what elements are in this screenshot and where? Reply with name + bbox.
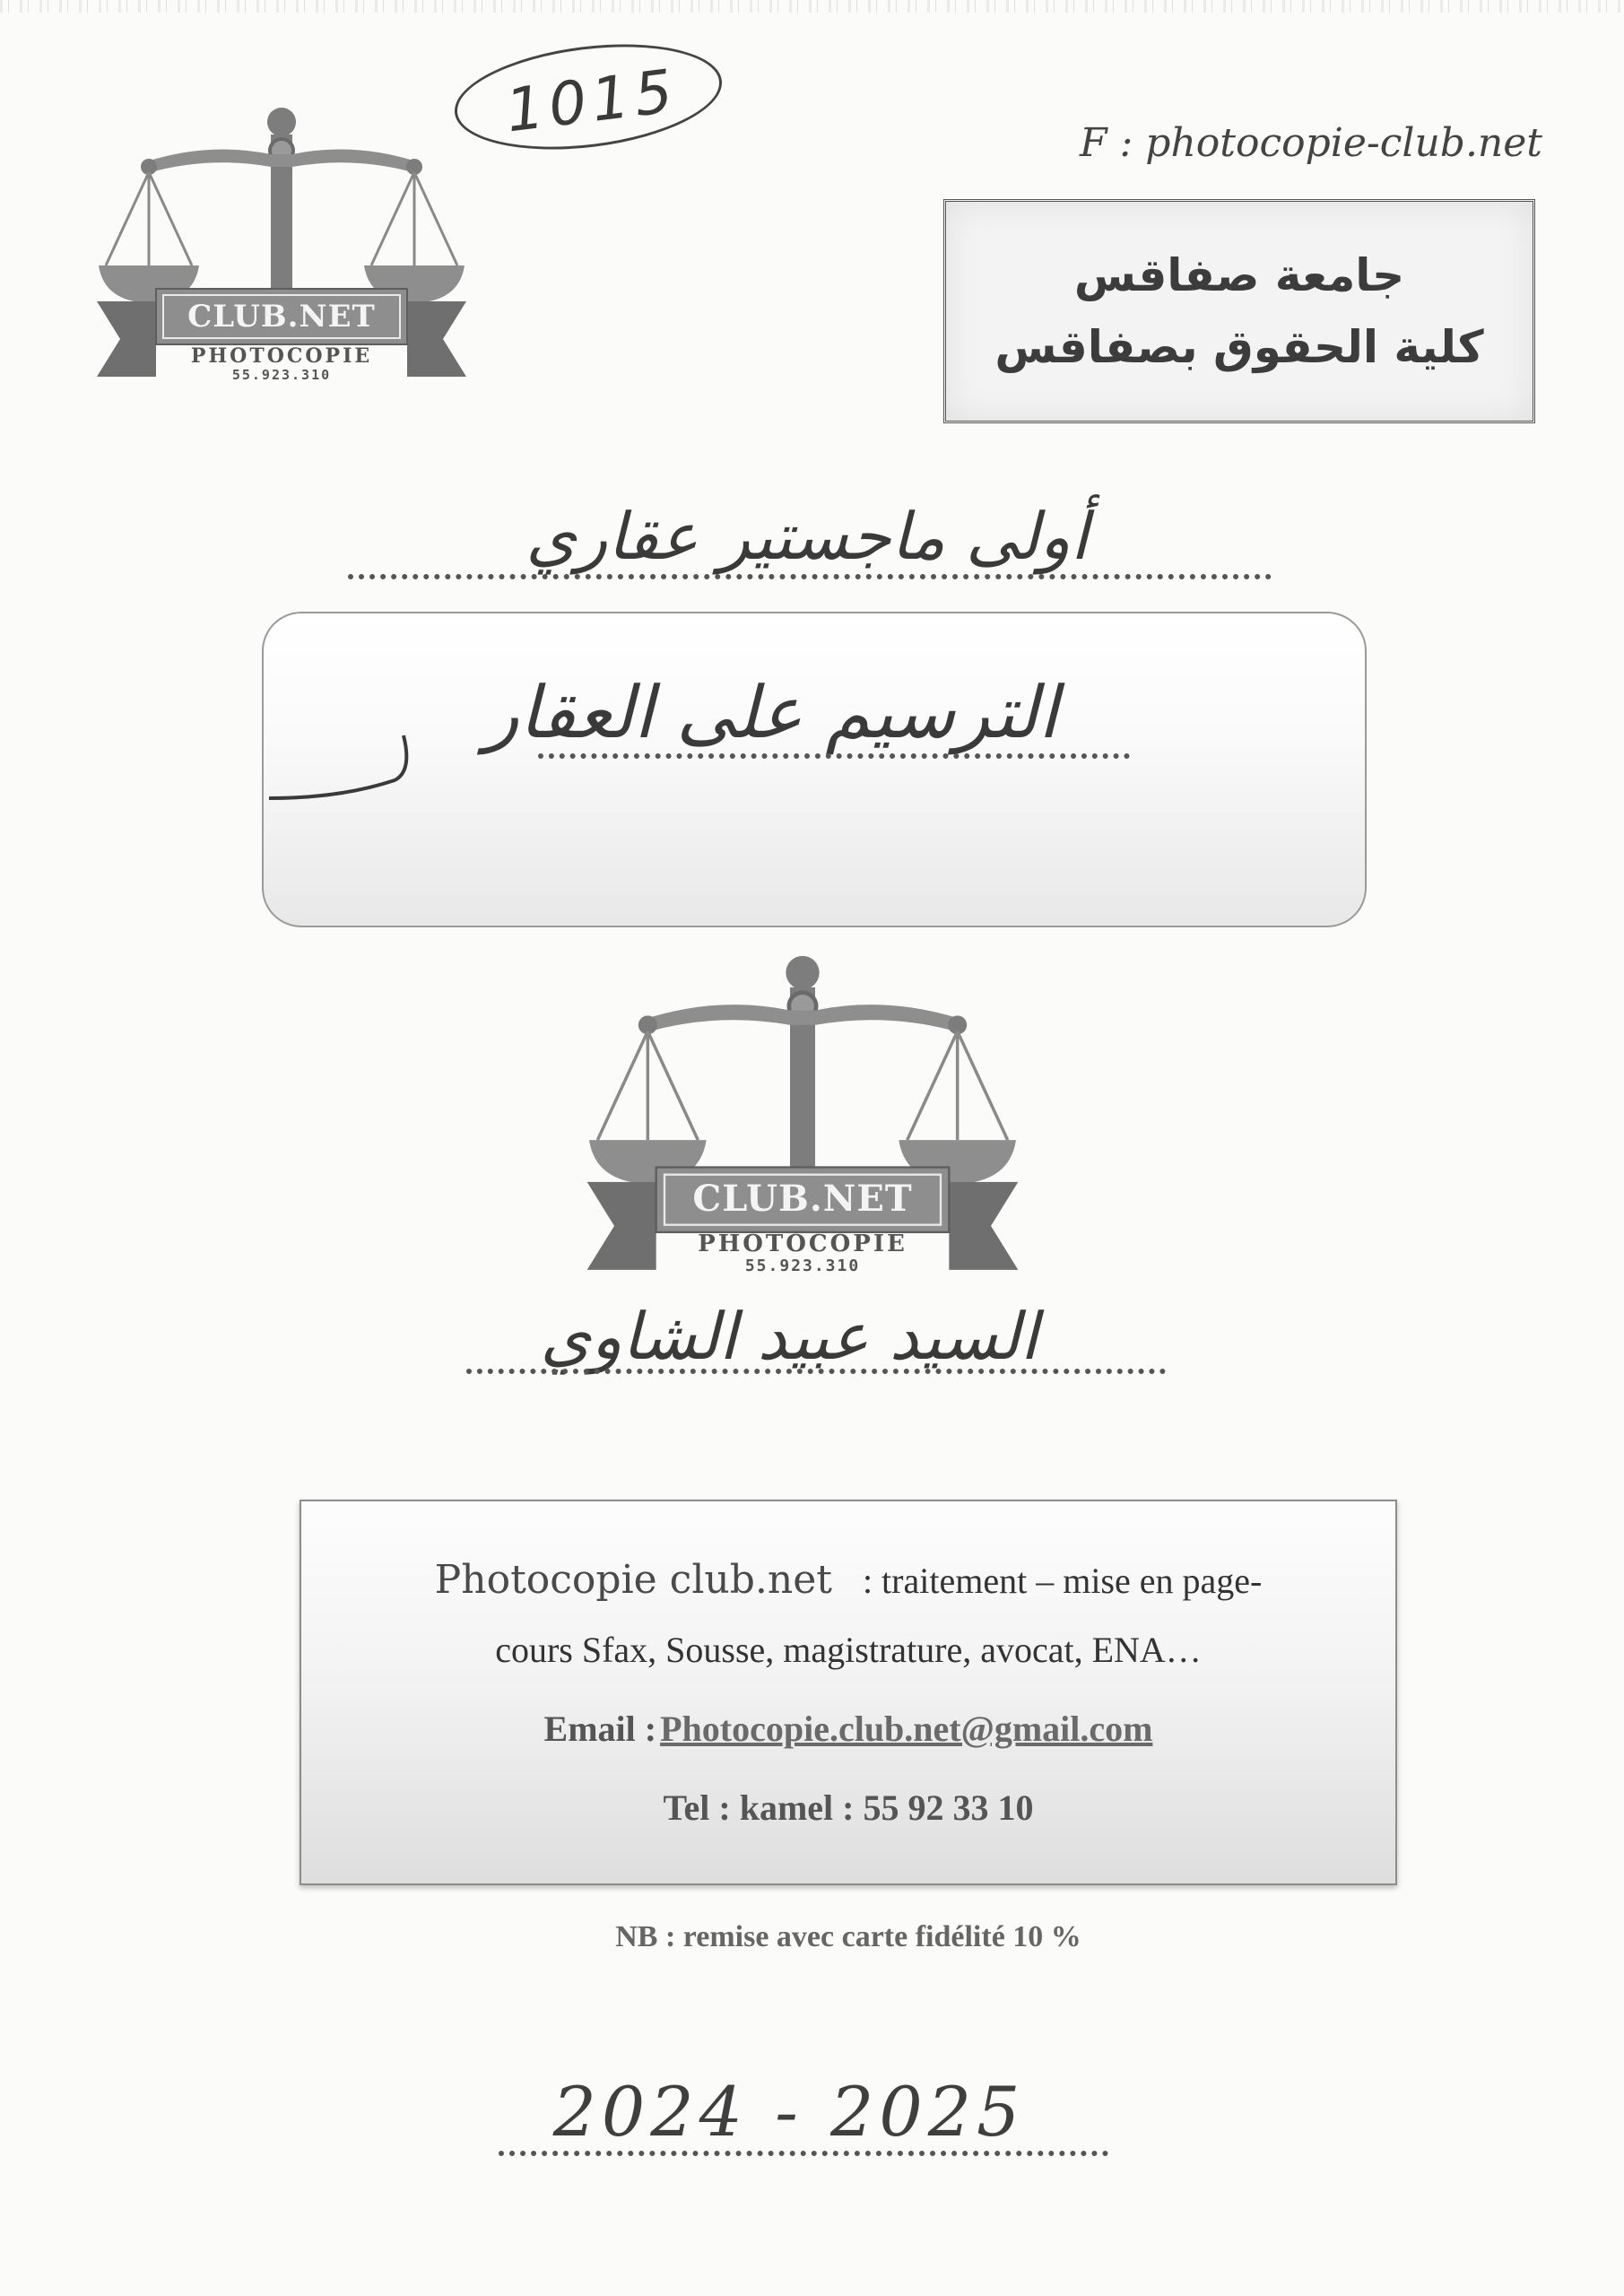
- scan-edge-noise: [0, 0, 1624, 13]
- professor-dotted-line: [466, 1369, 1166, 1374]
- handwritten-reference-number: 1015: [501, 56, 682, 146]
- email-link[interactable]: Photocopie.club.net@gmail.com: [660, 1709, 1153, 1749]
- level-dotted-line: [348, 574, 1272, 579]
- faculty-name: كلية الحقوق بصفاقس: [994, 321, 1484, 373]
- services-line-2: cours Sfax, Sousse, magistrature, avocat, ENA…: [495, 1630, 1202, 1670]
- year-dotted-line: [499, 2151, 1108, 2156]
- course-title-handwritten: الترسيم على العقار: [484, 671, 1058, 754]
- handwritten-stroke: [269, 718, 413, 807]
- university-box: [943, 199, 1535, 423]
- logo-phone-center: 55.923.310: [744, 1257, 861, 1275]
- telephone-line: Tel : kamel : 55 92 33 10: [663, 1787, 1034, 1828]
- scales-of-justice-icon: [93, 90, 470, 386]
- contact-box: [300, 1500, 1397, 1885]
- contact-row-email: [301, 1708, 1395, 1750]
- academic-year-handwritten: 2024 - 2025: [552, 2072, 1026, 2152]
- logo-sub-text: PHOTOCOPIE: [190, 344, 373, 368]
- brand-name: Photocopie club.net: [434, 1557, 832, 1603]
- course-title-dotted-line: [538, 753, 1130, 759]
- logo-sub-text-center: PHOTOCOPIE: [698, 1231, 908, 1257]
- loyalty-discount-note: NB : remise avec carte fidélité 10 %: [615, 1920, 1081, 1953]
- club-net-logo-top: [93, 90, 470, 386]
- logo-banner-text-center: CLUB.NET: [692, 1178, 913, 1220]
- facebook-handle: F : photocopie-club.net: [1079, 120, 1542, 166]
- university-name: جامعة صفاقس: [1073, 249, 1405, 301]
- professor-handwritten: السيد عبيد الشاوي: [540, 1299, 1038, 1374]
- club-net-logo-center: [583, 933, 1022, 1283]
- logo-banner-text: CLUB.NET: [187, 299, 376, 335]
- course-title-box: [262, 612, 1367, 927]
- contact-row-brand: [301, 1557, 1395, 1603]
- email-label: Email :: [543, 1709, 657, 1749]
- services-line-1: : traitement – mise en page-: [862, 1561, 1263, 1601]
- level-handwritten: أولى ماجستير عقاري: [525, 499, 1089, 574]
- logo-phone: 55.923.310: [231, 367, 332, 383]
